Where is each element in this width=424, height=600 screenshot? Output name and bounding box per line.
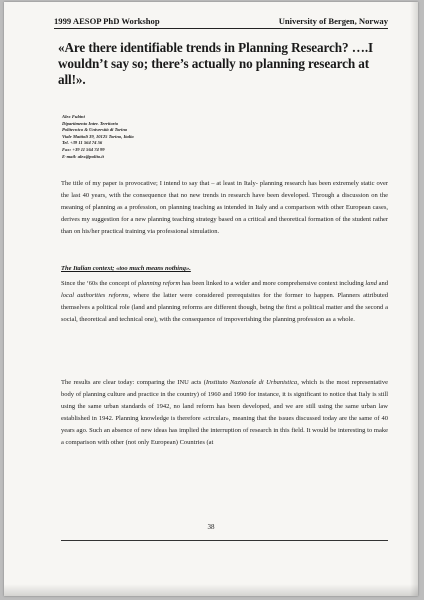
page-number: 38 xyxy=(207,523,215,531)
text-run: has been linked to a wider and more comprehensive context including xyxy=(180,280,366,287)
footer-rule xyxy=(61,540,388,541)
text-run: , where the latter were considered prerequisites for the former to happen. Planners attributed themselves a political role (land and planning reforms are different though, being the first a political matter and the second a social, theoretical and technical one), with the consequence of impoverishing the planning profession as a whole. xyxy=(61,292,388,323)
author-fax: Fax: +39 11 564 74 99 xyxy=(62,146,105,152)
body-paragraph-1 xyxy=(61,278,388,326)
author-department: Dipartimento Inter. Territorio xyxy=(62,120,119,126)
author-institution: Politecnico & Università di Torino xyxy=(62,127,128,133)
running-header xyxy=(54,16,388,29)
text-run: Since the ‘60s the concept of xyxy=(61,280,138,287)
emphasis-text: Instituto Nazionale di Urbanistica xyxy=(205,379,298,386)
text-run: and xyxy=(376,280,388,287)
emphasis-text: planning reform xyxy=(137,280,181,287)
text-run: , which is the most representative body of planning culture and practice in the country) of 1960 and 1990 for instance, it is significant to notice that Italy is still using the same urban standards of 1942, no land reform has been developed, and we are still using the same urban law established in 1942. Planning knowledge is therefore «circular», meaning that the issues discussed today are the same of 40 years ago. Such an absence of new ideas has implied the interruption of research in this field. It would be interesting to make a comparison with other (not only European) Countries (at xyxy=(61,379,388,446)
header-university: University of Bergen, Norway xyxy=(278,16,388,26)
scan-shadow-bottom xyxy=(4,584,418,596)
author-email: E-mail: alex@polito.it xyxy=(62,153,104,159)
emphasis-text: land xyxy=(365,280,377,287)
author-name: Alex Fubini xyxy=(62,114,85,119)
author-block xyxy=(62,114,134,160)
header-workshop: 1999 AESOP PhD Workshop xyxy=(54,16,160,26)
scan-shadow-side xyxy=(410,2,418,596)
text-run: The results are clear today: comparing the INU acts ( xyxy=(61,379,206,386)
emphasis-text: local authorities reforms xyxy=(61,292,129,299)
body-paragraph-2 xyxy=(61,377,388,449)
author-tel: Tel. +39 11 564 74 56 xyxy=(62,140,103,146)
document-page xyxy=(4,2,418,596)
paper-title: «Are there identifiable trends in Planning Research? ….I wouldn’t say so; there’s actually no planning research at all!». xyxy=(58,40,374,87)
abstract-paragraph: The title of my paper is provocative; I intend to say that – at least in Italy- planning research has been extremely static over the last 40 years, with the consequence that no new trends in research have been developed. Through a discussion on the meaning of planning as a profession, on planning teaching as intended in Italy and a comparison with other European cases, derives my suggestion for a new planning teaching strategy based on a critical and theoretical formation of the student rather than on his/her practical training via professional simulation. xyxy=(61,180,388,235)
author-address: Viale Mattioli 39, 10125 Torino, Italia xyxy=(62,133,134,139)
section-heading: The Italian context; «too much means nothing». xyxy=(61,265,191,272)
